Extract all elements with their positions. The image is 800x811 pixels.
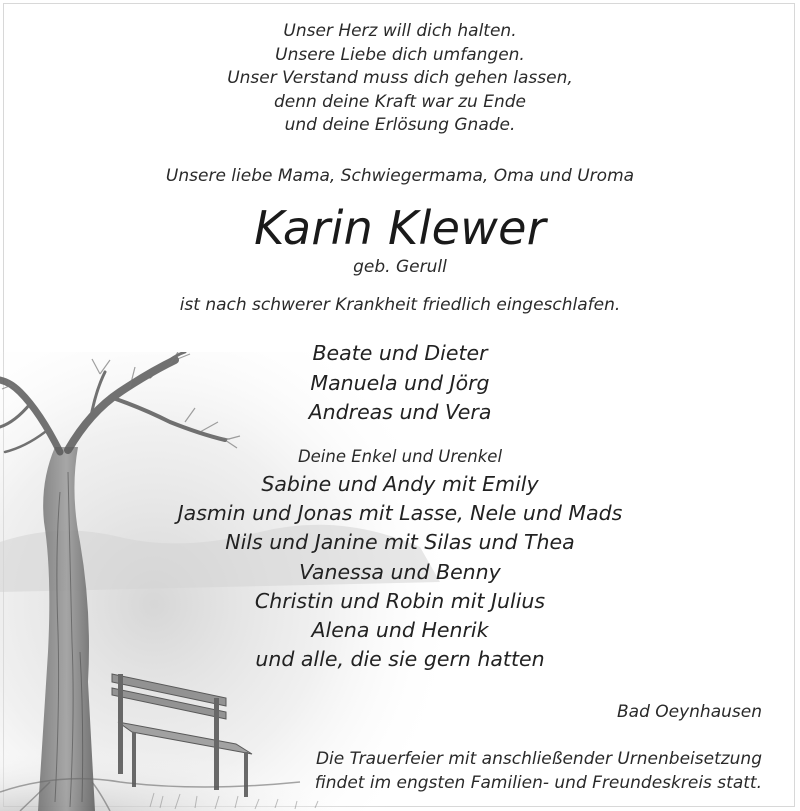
grandchildren-label: Deine Enkel und Urenkel	[297, 447, 503, 466]
funeral-notice-line: findet im engsten Familien- und Freundeskreis statt.	[314, 773, 762, 793]
poem-line: Unser Herz will dich halten.	[283, 21, 517, 41]
poem-line: Unser Verstand muss dich gehen lassen,	[227, 68, 573, 89]
funeral-notice-line: Die Trauerfeier mit anschließender Urnenbeisetzung	[315, 749, 762, 769]
poem-line: und deine Erlösung Gnade.	[284, 115, 516, 136]
grandchildren-entry: Christin und Robin mit Julius	[254, 588, 546, 613]
children-list	[0, 339, 800, 428]
grandchildren-entry: Sabine und Andy mit Emily	[261, 472, 539, 496]
poem	[0, 20, 800, 138]
children-entry: Manuela und Jörg	[310, 370, 490, 395]
deceased-name: Karin Klewer	[254, 201, 546, 255]
maiden-name: geb. Gerull	[353, 257, 447, 277]
grandchildren-entry: Nils und Janine mit Silas und Thea	[225, 530, 575, 555]
funeral-notice	[315, 747, 762, 795]
grandchildren-list	[0, 470, 800, 674]
grandchildren-entry: und alle, die sie gern hatten	[255, 647, 545, 672]
place-name: Bad Oeynhausen	[616, 702, 762, 722]
grandchildren-entry: Jasmin und Jonas mit Lasse, Nele und Mads	[177, 501, 623, 526]
poem-line: denn deine Kraft war zu Ende	[273, 91, 526, 112]
grandchildren-entry: Alena und Henrik	[311, 618, 489, 643]
children-entry: Beate und Dieter	[312, 341, 488, 365]
passing-text: ist nach schwerer Krankheit friedlich eingeschlafen.	[179, 295, 621, 315]
children-entry: Andreas und Vera	[308, 400, 492, 424]
poem-line: Unsere Liebe dich umfangen.	[275, 44, 525, 65]
intro-text: Unsere liebe Mama, Schwiegermama, Oma und Uroma	[165, 166, 635, 186]
grandchildren-entry: Vanessa und Benny	[299, 559, 501, 584]
